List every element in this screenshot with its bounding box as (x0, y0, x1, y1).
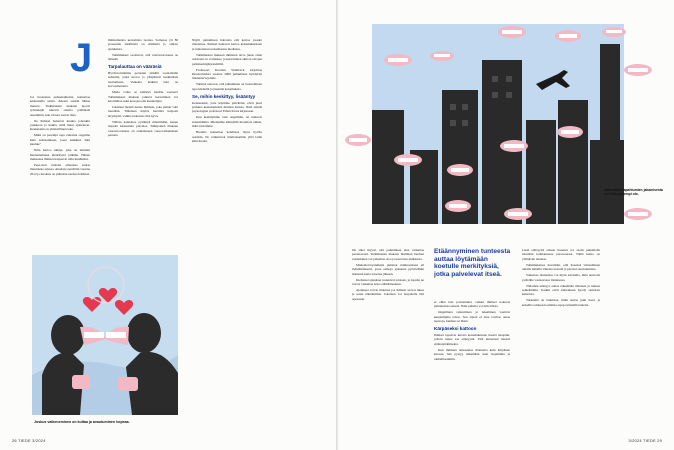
paragraph: Näytti puhumisen haitoista että kertoa jossain tilanteissa. Ihmiset haluavat kertoa kokemuksistaan ja tunteistaan sosiaalisessa mediassa. (192, 38, 262, 51)
paragraph: Ihmiset tapaavat kuvata kokemuksiaan itsestä ulospäin, jolloin tunne saa etäisyyttä. Tätä kutsutaan itsensä etäännyttämiseksi. (434, 333, 510, 346)
paragraph: ei ehkä tule poistettuksi, vaikka ihmiset kokevat puhuneensa asiasta. Näin puhetta voi tulla liikaa. (434, 300, 510, 309)
right-column-1 (352, 248, 424, 303)
paragraph: Tutkimusten mukaan ihmisten tarve jakaa omia asioitaan on voimakas, ja kertominen aktivoi aivojen palkitsemisjärjestelmää. (192, 52, 262, 66)
image-caption: Jatkuvasta tapahtumien jakamisesta voi tulla pahempi olo. (604, 188, 663, 197)
paragraph: Kun keskitymme vain ongelmiin, ne tuntuvat suuremmilta. Mielemme kiinnittää huomiota siihen, mitä toistamme. (192, 115, 262, 129)
paragraph: Mielenterveystutkijat puhuvat ruminaatiosta eli märehtimisestä, jossa samoja ajatuksia pyöritellään mielessä kerta toisensa jälkeen. (352, 262, 424, 276)
paragraph: ihmisuhteista kertomista tuottaa. Somessa yli 80 prosenttia sisällöistä on elämästä ja omista ajatuksista. (108, 38, 178, 51)
paragraph: Mikä on parempi tapa ratkaista ongelma kuin kohtaaminen, jossa kaikkien ääni kuuluu? (30, 133, 90, 147)
right-column-3 (522, 248, 600, 309)
paragraph: Tällöin kannattaa pysähtyä miettimään, kenen tarpeita keskustelu palvelee. Tutkijoiden mukaan vastavuoroisuus on onnistuneen vuorovaikutuksen perusta. (108, 119, 178, 138)
paragraph: Kielteiset ajatukset ruokkivat toisiaan, ja lopulta ne voivat vaikuttaa koko elämänlaatuun. (352, 277, 424, 287)
subheading: Se, mihin keskittyy, lisääntyy (192, 93, 256, 99)
paragraph: Tällainen etäisyys auttaa näkemään tilanteen ja tunteet selkeämmin. Kaikki eivät kuitenkaan hyödy samoista keinoista. (522, 283, 600, 297)
right-column-2 (434, 300, 510, 363)
left-column-2 (108, 38, 178, 139)
paragraph: Tutkimuksissa havaittiin, että itseensä viittaaminen omalla nimellä vähensi stressiä ja paransi suoriutumista. (522, 262, 600, 272)
left-column-1 (30, 95, 90, 178)
image-caption: Joskus valkeneminen on kultaa ja avautuminen hopeaa. (34, 420, 130, 424)
paragraph: Hyvänvointimme perustuu pitkälti sosiaalisille suhteille, jotka luovat ja ylläpitävät keskinäistä luottamusta. Vaikeina hetkinä tuki on korvaamatonta. (108, 71, 178, 89)
paragraph: Huomio kannattaa kohdistaa myös hyviin asioihin. Ne vaikuttavat mielialaamme yhtä lailla kuin huolet. (192, 130, 262, 144)
paragraph: Ajatukset voivat muuttua jos ihmiset saavat tukea ja uusia näkökulmia. Jokainen voi harjoitella tätä arjessaan. (352, 288, 424, 301)
paragraph: Tärkeintä on tunnistaa, mikä auttaa juuri itseä, ja kokeilla rohkeasti erilaisia tapoja käsitellä tunteita. (522, 298, 600, 307)
subheading: Kärpäseksi kattoon (434, 326, 477, 332)
paragraph: Näin kertoo tutkija, joka on tutkinut kuuntelemisen merkitystä pitkään. Hänen mukaansa ihmiset kaipaavat tulla kuulluiksi. (30, 148, 90, 162)
page-folio: 26 TIEDE 3/2024 (12, 438, 46, 443)
paragraph: Jokainen meistä tuntee ihmisen, joka puhuu vain itsestään. Tällainen käytös herättää helposti ärtymystä, vaikka tarkoitus olisi hyvä. (108, 105, 178, 118)
paragraph: Jos huolestuu puheenaiheista, kannattaa keskustella niistä. Aikaan sonkin lähtee muutos. Tutkimusten mukaan luovat työntekijät tekevät oikeita päätöksiä useammin, kun toiveet saavat tilaa. (30, 95, 90, 117)
paragraph: Vaikeissa tilanteissa voi myös kuvitella, mitä neuvoisi ystävälle vastaavassa tilanteessa. (522, 273, 600, 282)
paragraph: Keskustelut, joita käymme päivittäin, eivät juuri poikkea keskusteluista muiden kanssa. Näin esittää psykologian professori Ethan Kross kirjassaan. (192, 100, 262, 114)
paragraph: On siksi myytti, että puhuminen aina vaikuttaa parantavasti. Tutkimusten mukaan liiallinen huolien toistaminen voi pahentaa oloa ja kasvattaa ahdistusta. (352, 248, 424, 261)
paragraph: Tutkijat uskovat, että puhuminen on luonnollinen tapa käsitellä ja jäsentää kokemuksia. (192, 82, 262, 91)
paragraph: Kun ihminen tarkastelee tilannetta kuin kärpänen katosta, hän pystyy näkemään asiat laajemmin ja rauhallisemmin. (434, 347, 510, 361)
page-folio: 3/2024 TIEDE 29 (628, 438, 662, 443)
right-page (338, 0, 674, 450)
paragraph: Tutkimukset osoittavat, että vastavuoroisuus on tärkeää. (108, 52, 178, 62)
city-illustration (338, 0, 674, 244)
paragraph: Ongelmien ratkominen ja tukeminen vaativat kuuntelijalta taitoa. Sen sijaan ei aina tarvitse antaa neuvoja, kunhan on läsnä. (434, 310, 510, 324)
pull-quote: Etäännyminen tunteesta auttaa löytämään koetulle merkityksiä, jotka palvelevat itseä. (434, 248, 511, 278)
left-column-3 (192, 38, 262, 145)
drop-cap: J (70, 36, 93, 80)
paragraph: Ne ihmiset haluavat kuulua johonkin joukkoon ja kuulla, mitä muut ajattelevat. Keskustelu on yhteisöllinen teko. (30, 118, 90, 132)
paragraph: Professori Kristian Wahlbeck kirjoittaa Duodecimissa vuonna 2006 puhumisen hyödyistä mielenterveydelle. (192, 67, 262, 81)
paragraph: Lisää etäisyyttä omaan itseensä voi saada puhumalla itsestään kolmannessa persoonassa. Tämä keino on yllättävän tehokas. (522, 248, 600, 261)
left-page (0, 0, 336, 450)
paragraph: Pese-riesi tunteita aiheuttaa suuria muutoksia arjessa. Aineistoa kerättiin vuonna 2012 ja tuloksia on julkaistu useissa lehdissä. (30, 163, 90, 176)
paragraph: Mutta voiko se kääntyä itseään vastaan? Tutkimuksen mukaan jatkuva kertominen voi kuormittaa sekä kertojaa että kuuntelijaa. (108, 90, 178, 104)
couple-illustration (32, 255, 178, 415)
subheading: Tarpalauttaa on vääräsiä (108, 64, 162, 70)
